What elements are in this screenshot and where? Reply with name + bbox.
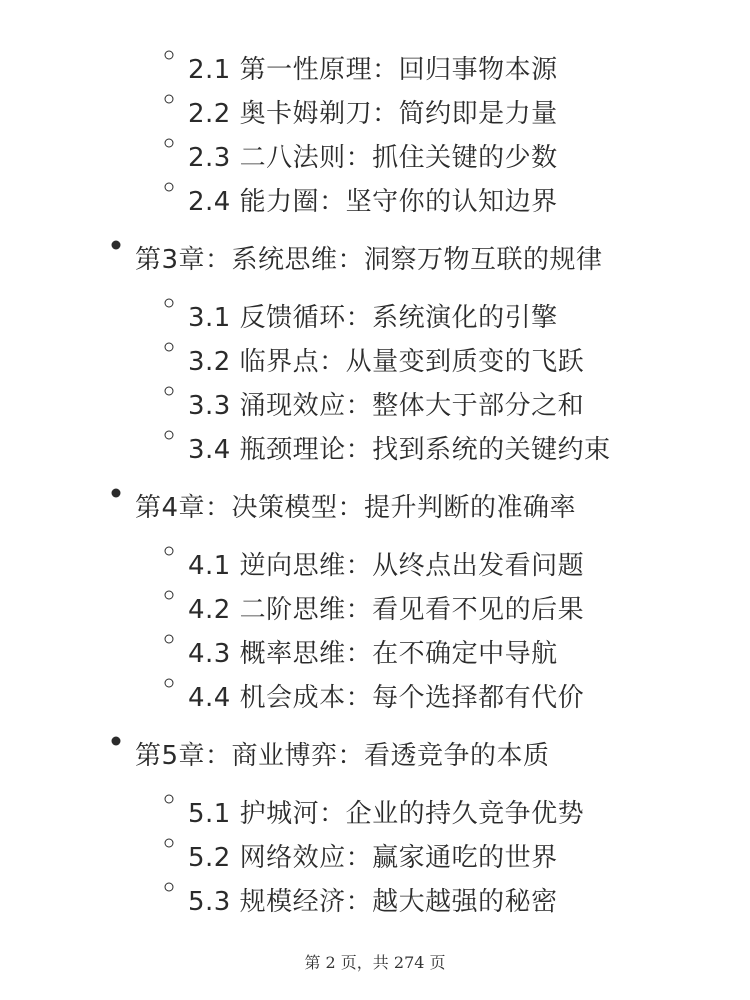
bullet-circle-icon (165, 183, 174, 192)
toc-item-label: 2.4 能力圈：坚守你的认知边界 (188, 187, 558, 217)
bullet-circle-icon (165, 51, 174, 60)
toc-item-label: 4.2 二阶思维：看见看不见的后果 (188, 595, 585, 625)
toc-item-label: 4.3 概率思维：在不确定中导航 (188, 639, 558, 669)
toc-item-label: 5.2 网络效应：赢家通吃的世界 (188, 843, 558, 873)
bullet-circle-icon (165, 431, 174, 440)
bullet-circle-icon (165, 883, 174, 892)
bullet-circle-icon (165, 387, 174, 396)
bullet-circle-icon (165, 635, 174, 644)
bullet-circle-icon (165, 547, 174, 556)
toc-item-label: 4.1 逆向思维：从终点出发看问题 (188, 551, 585, 581)
bullet-circle-icon (165, 343, 174, 352)
toc-item-label: 2.2 奥卡姆剃刀：简约即是力量 (188, 99, 558, 129)
bullet-circle-icon (165, 839, 174, 848)
bullet-dot-icon (112, 241, 121, 250)
toc-item-label: 第4章：决策模型：提升判断的准确率 (135, 493, 577, 523)
toc-item-label: 3.1 反馈循环：系统演化的引擎 (188, 303, 558, 333)
toc-item-label: 第5章：商业博弈：看透竞争的本质 (135, 741, 550, 771)
toc-item-label: 第3章：系统思维：洞察万物互联的规律 (135, 245, 603, 275)
toc-item-label: 4.4 机会成本：每个选择都有代价 (188, 683, 585, 713)
toc-item-label: 2.3 二八法则：抓住关键的少数 (188, 143, 558, 173)
bullet-circle-icon (165, 679, 174, 688)
bullet-dot-icon (112, 737, 121, 746)
toc-item-label: 3.2 临界点：从量变到质变的飞跃 (188, 347, 585, 377)
toc-item-label: 3.3 涌现效应：整体大于部分之和 (188, 391, 585, 421)
bullet-circle-icon (165, 95, 174, 104)
toc-item-label: 5.3 规模经济：越大越强的秘密 (188, 887, 558, 917)
bullet-circle-icon (165, 795, 174, 804)
bullet-circle-icon (165, 591, 174, 600)
bullet-circle-icon (165, 299, 174, 308)
page-footer: 第 2 页，共 274 页 (304, 953, 446, 972)
bullet-dot-icon (112, 489, 121, 498)
toc-item-label: 3.4 瓶颈理论：找到系统的关键约束 (188, 435, 611, 465)
toc-item-label: 2.1 第一性原理：回归事物本源 (188, 55, 558, 85)
toc-item-label: 5.1 护城河：企业的持久竞争优势 (188, 799, 585, 829)
bullet-circle-icon (165, 139, 174, 148)
